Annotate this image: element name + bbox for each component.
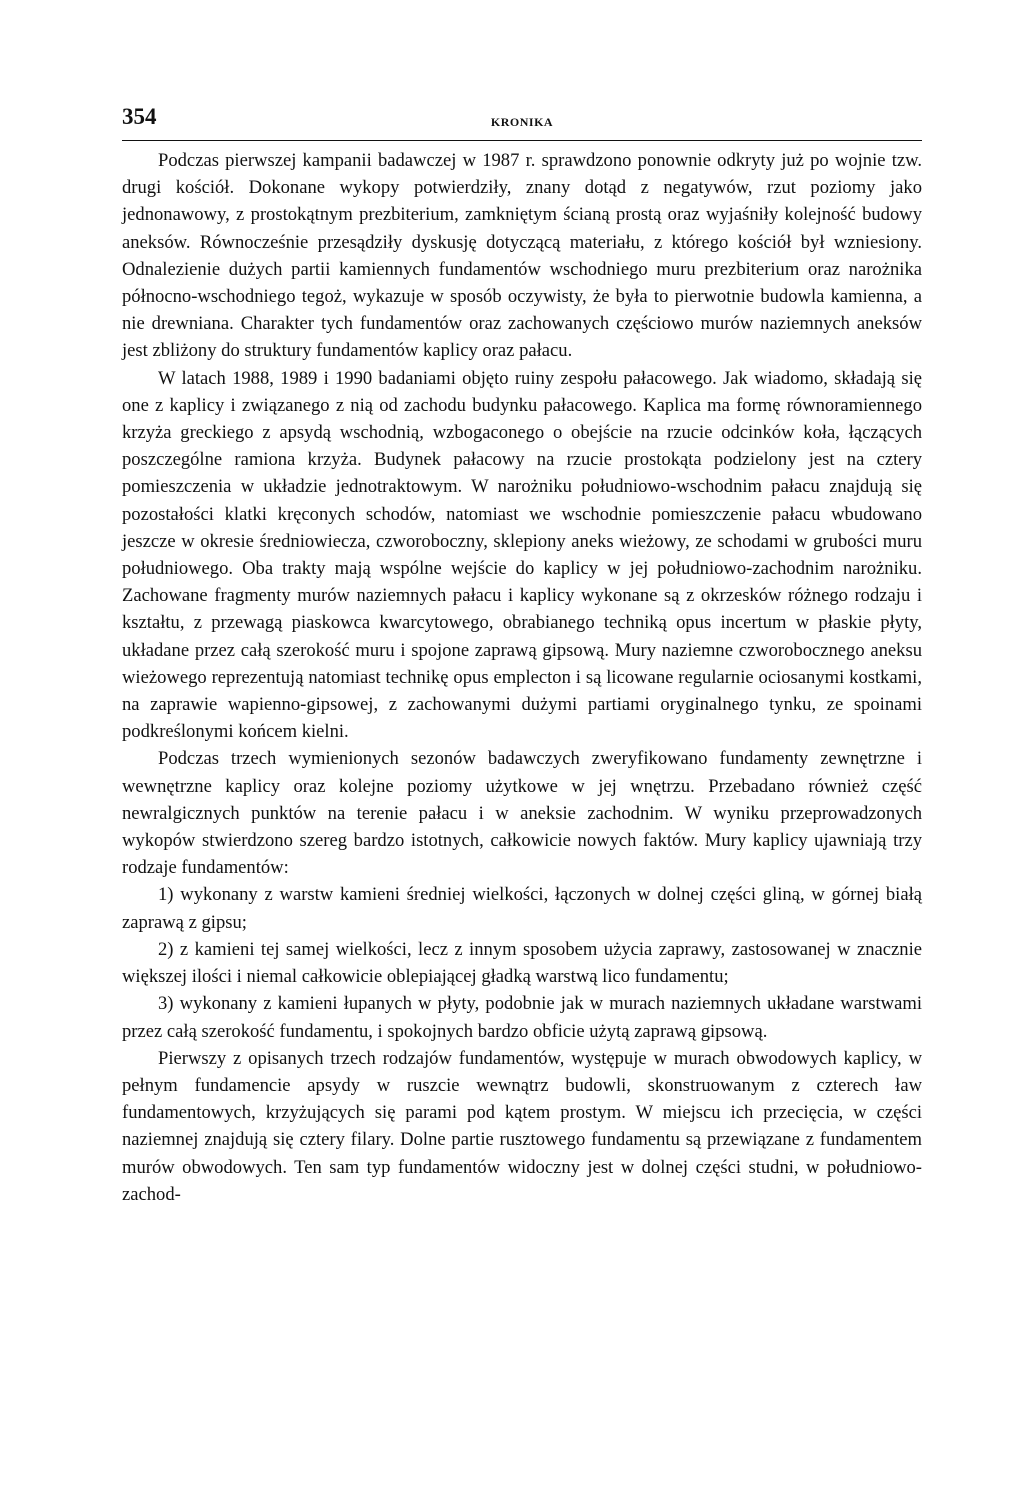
body-text bbox=[122, 147, 922, 1208]
document-page bbox=[122, 100, 922, 1208]
page-number: 354 bbox=[122, 104, 157, 129]
list-item-2: 2) z kamieni tej samej wielkości, lecz z innym sposobem użycia zaprawy, zastosowanej w znacznie większej ilości i niemal całkowicie oblepiającej gładką warstwą lico fundamentu; bbox=[122, 938, 922, 988]
running-title: KRONIKA bbox=[490, 115, 554, 129]
paragraph-2: W latach 1988, 1989 i 1990 badaniami objęto ruiny zespołu pałacowego. Jak wiadomo, składają się one z kaplicy i związanego z nią od zachodu budynku pałacowego. Kaplica ma formę równoramiennego krzyża greckiego z apsydą wschodnią, wzbogaconego o obejście na rzucie odcinków koła, łączących poszczególne ramiona krzyża. Budynek pałacowy na rzucie prostokąta podzielony jest na cztery pomieszczenia w układzie jednotraktowym. W narożniku południowo-wschodnim pałacu znajdują się pozostałości klatki kręconych schodów, natomiast we wschodnie pomieszczenie pałacu wbudowano jeszcze w okresie średniowiecza, czworoboczny, sklepiony aneks wieżowy, ze schodami w grubości muru południowego. Oba trakty mają wspólne wejście do kaplicy w jej południowo-zachodnim narożniku. Zachowane fragmenty murów naziemnych pałacu i kaplicy wykonane są z okrzesków różnego rodzaju i kształtu, z przewagą piaskowca kwarcytowego, obrabianego techniką opus incertum w płaskie płyty, układane przez całą szerokość muru i spojone zaprawą gipsową. Mury naziemne czworobocznego aneksu wieżowego reprezentują natomiast technikę opus emplecton i są licowane regularnie ociosanymi kostkami, na zaprawie wapienno-gipsowej, z zachowanymi dużymi partiami oryginalnego tynku, ze spoinami podkreślonymi końcem kielni. bbox=[122, 367, 922, 743]
list-item-3: 3) wykonany z kamieni łupanych w płyty, podobnie jak w murach naziemnych układane warstwami przez całą szerokość fundamentu, i spokojnych bardzo obficie użytą zaprawą gipsową. bbox=[122, 993, 922, 1042]
running-head bbox=[122, 100, 922, 141]
paragraph-1: Podczas pierwszej kampanii badawczej w 1987 r. sprawdzono ponownie odkryty już po wojnie tzw. drugi kościół. Dokonane wykopy potwierdziły, znany dotąd z negatywów, rzut poziomy jako jednonawowy, z prostokątnym prezbiterium, zamkniętym ścianą prostą oraz wyjaśniły kolejność budowy aneksów. Równocześnie przesądziły dyskusję dotyczącą materiału, z którego kościół był wzniesiony. Odnalezienie dużych partii kamiennych fundamentów wschodniego muru prezbiterium oraz narożnika północno-wschodniego tegoż, wykazuje w sposób oczywisty, że była to pierwotnie budowla kamienna, a nie drewniana. Charakter tych fundamentów oraz zachowanych częściowo murów naziemnych aneksów jest zbliżony do struktury fundamentów kaplicy oraz pałacu. bbox=[122, 150, 922, 362]
list-item-1: 1) wykonany z warstw kamieni średniej wielkości, łączonych w dolnej części gliną, w górnej białą zaprawą z gipsu; bbox=[122, 884, 922, 933]
paragraph-3: Podczas trzech wymienionych sezonów badawczych zweryfikowano fundamenty zewnętrzne i wewnętrzne kaplicy oraz kolejne poziomy użytkowe w jej wnętrzu. Przebadano również część newralgicznych punktów na terenie pałacu i w aneksie zachodnim. W wyniku przeprowadzonych wykopów stwierdzono szereg bardzo istotnych, całkowicie nowych faktów. Mury kaplicy ujawniają trzy rodzaje fundamentów: bbox=[122, 748, 922, 879]
paragraph-4: Pierwszy z opisanych trzech rodzajów fundamentów, występuje w murach obwodowych kaplicy, w pełnym fundamencie apsydy w ruszcie wewnątrz budowli, skonstruowanym z czterech ław fundamentowych, krzyżujących się parami pod kątem prostym. W miejscu ich przecięcia, w części naziemnej znajdują się cztery filary. Dolne partie rusztowego fundamentu są przewiązane z fundamentem murów obwodowych. Ten sam typ fundamentów widoczny jest w dolnej części studni, w południowo-zachod- bbox=[122, 1047, 922, 1205]
